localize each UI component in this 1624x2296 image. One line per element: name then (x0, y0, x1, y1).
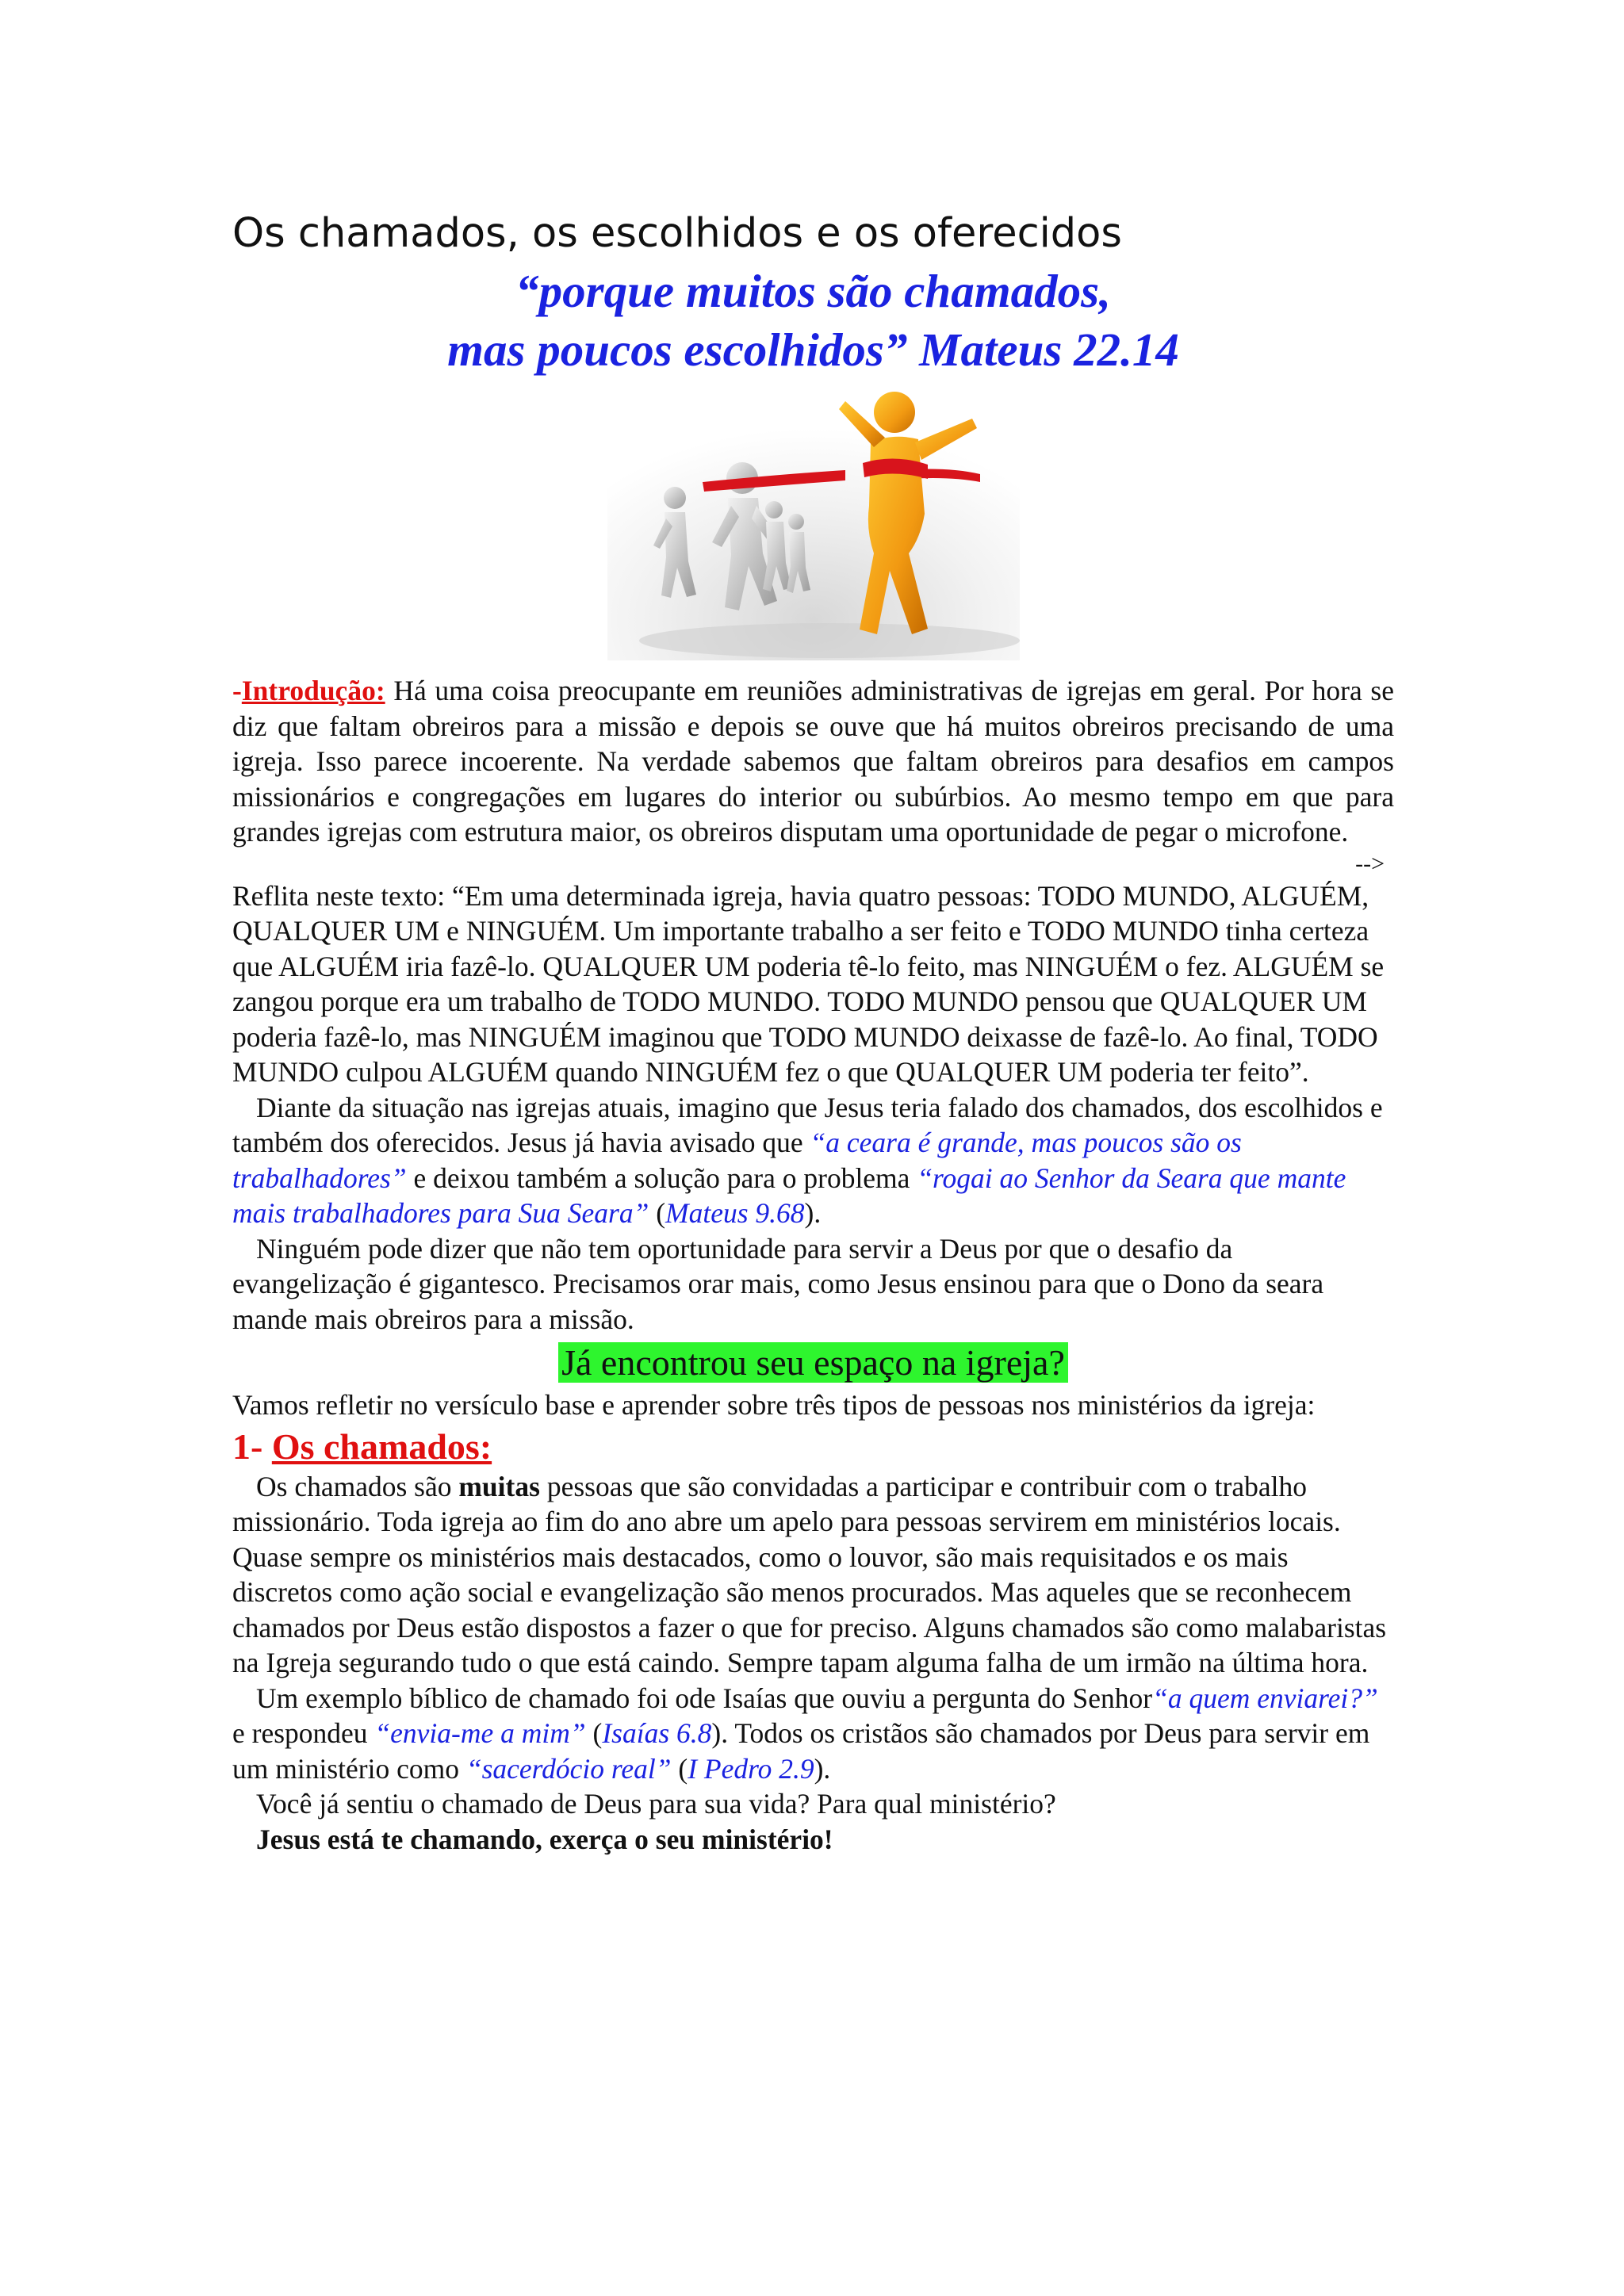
isaiah-quote-1: “a quem enviarei?” (1152, 1682, 1378, 1714)
intro-prefix: - (232, 675, 242, 706)
verse-line-1: “porque muitos são chamados, (515, 265, 1111, 317)
isaiah-text-f: ). (814, 1752, 831, 1785)
section-1-emphasis: muitas (458, 1470, 540, 1502)
section-1-heading (232, 1425, 1394, 1469)
highlight-heading-wrap (232, 1340, 1394, 1386)
introduction-paragraph (232, 673, 1394, 850)
section-1-text-a: Os chamados são (256, 1470, 459, 1502)
section-1-paragraph-1 (232, 1469, 1394, 1681)
isaiah-text-a: Um exemplo bíblico de chamado foi ode Isaías que ouviu a pergunta do Senhor (256, 1682, 1153, 1714)
page-title: Os chamados, os escolhidos e os oferecidos (232, 210, 1122, 257)
intro-label: Introdução: (241, 675, 385, 706)
call-to-action-text: Jesus está te chamando, exerça o seu ministério! (256, 1823, 833, 1855)
situation-paragraph (232, 1090, 1394, 1231)
continuation-arrow: --> (1355, 850, 1385, 877)
situation-quote-2: “rogai ao Senhor da Seara que mante mais trabalhadores para Sua Seara” (232, 1161, 1346, 1229)
peter-reference: I Pedro 2.9 (688, 1752, 814, 1785)
section-1-number: 1- (232, 1425, 272, 1467)
section-1-question: Você já sentiu o chamado de Deus para sua vida? Para qual ministério? (256, 1788, 1056, 1820)
isaiah-text-c: ( (585, 1717, 603, 1749)
section-1-paragraph-2 (232, 1681, 1394, 1787)
section-1-title: Os chamados: (271, 1425, 492, 1467)
isaiah-quote-2: “envia-me a mim” (374, 1717, 586, 1749)
verse-line-2: mas poucos escolhidos” Mateus 22.14 (447, 323, 1179, 376)
situation-text-1: Diante da situação nas igrejas atuais, imagino que Jesus teria falado dos chamados, dos escolhidos e também dos oferecidos. Jesus já havia avisado que (232, 1091, 1383, 1158)
situation-text-2: e deixou também a solução para o problema (406, 1161, 917, 1194)
isaiah-text-b: e respondeu (232, 1717, 375, 1749)
situation-text-4: ). (804, 1197, 822, 1229)
base-verse-paragraph: Vamos refletir no versículo base e aprender sobre três tipos de pessoas nos ministérios da igreja: (232, 1389, 1316, 1421)
section-1-text-b: pessoas que são convidadas a participar e contribuir com o trabalho missionário. Toda igreja ao fim do ano abre um apelo para pessoas servirem em ministérios locais. Quase sempre os ministérios mais destacados, como o louvor, são mais requisitados e os mais discretos como ação social e evangelização são menos procurados. Mas aqueles que se reconhecem chamados por Deus estão dispostos a fazer o que for preciso. Alguns chamados são como malabaristas na Igreja segurando tudo o que está caindo. Sempre tapam alguma falha de um irmão na última hora. (232, 1470, 1387, 1678)
section-1-call-to-action (232, 1822, 1394, 1858)
situation-text-3: ( (649, 1197, 666, 1229)
runners-finish-line-illustration (607, 387, 1020, 660)
nobody-paragraph: Ninguém pode dizer que não tem oportunidade para servir a Deus por que o desafio da evangelização é gigantesco. Precisamos orar mais, como Jesus ensinou para que o Dono da seara mande mais obreiros para a missão. (232, 1232, 1324, 1335)
reflection-paragraph: Reflita neste texto: “Em uma determinada igreja, havia quatro pessoas: TODO MUNDO, ALGUÉM, QUALQUER UM e NINGUÉM. Um importante trabalho a ser feito e TODO MUNDO tinha certeza que ALGUÉM iria fazê-lo. QUALQUER UM poderia tê-lo feito, mas NINGUÉM o fez. ALGUÉM se zangou porque era um trabalho de TODO MUNDO. TODO MUNDO pensou que QUALQUER UM poderia fazê-lo, mas NINGUÉM imaginou que TODO MUNDO deixasse de fazê-lo. Ao final, TODO MUNDO culpou ALGUÉM quando NINGUÉM fez o que QUALQUER UM poderia ter feito”. (232, 879, 1385, 1088)
highlight-heading: Já encontrou seu espaço na igreja? (558, 1342, 1068, 1383)
isaiah-reference: Isaías 6.8 (602, 1717, 712, 1749)
isaiah-text-e: ( (671, 1752, 688, 1785)
situation-quote-1: “a ceara é grande, mas poucos são os trabalhadores” (232, 1127, 1242, 1194)
isaiah-text-d: ). Todos os cristãos são chamados por Deus para servir em um ministério como (232, 1717, 1370, 1785)
situation-reference: Mateus 9.68 (665, 1197, 805, 1229)
intro-text: Há uma coisa preocupante em reuniões administrativas de igrejas em geral. Por hora se diz que faltam obreiros para a missão e depois se ouve que há muitos obreiros precisando de uma igreja. Isso parece incoerente. Na verdade sabemos que faltam obreiros para desafios em campos missionários e congregações em lugares do interior ou subúrbios. Ao mesmo tempo em que para grandes igrejas com estrutura maior, os obreiros disputam uma oportunidade de pegar o microfone. (232, 675, 1394, 848)
document-page (232, 206, 1394, 1857)
peter-quote: “sacerdócio real” (465, 1752, 672, 1785)
key-verse (232, 262, 1394, 379)
